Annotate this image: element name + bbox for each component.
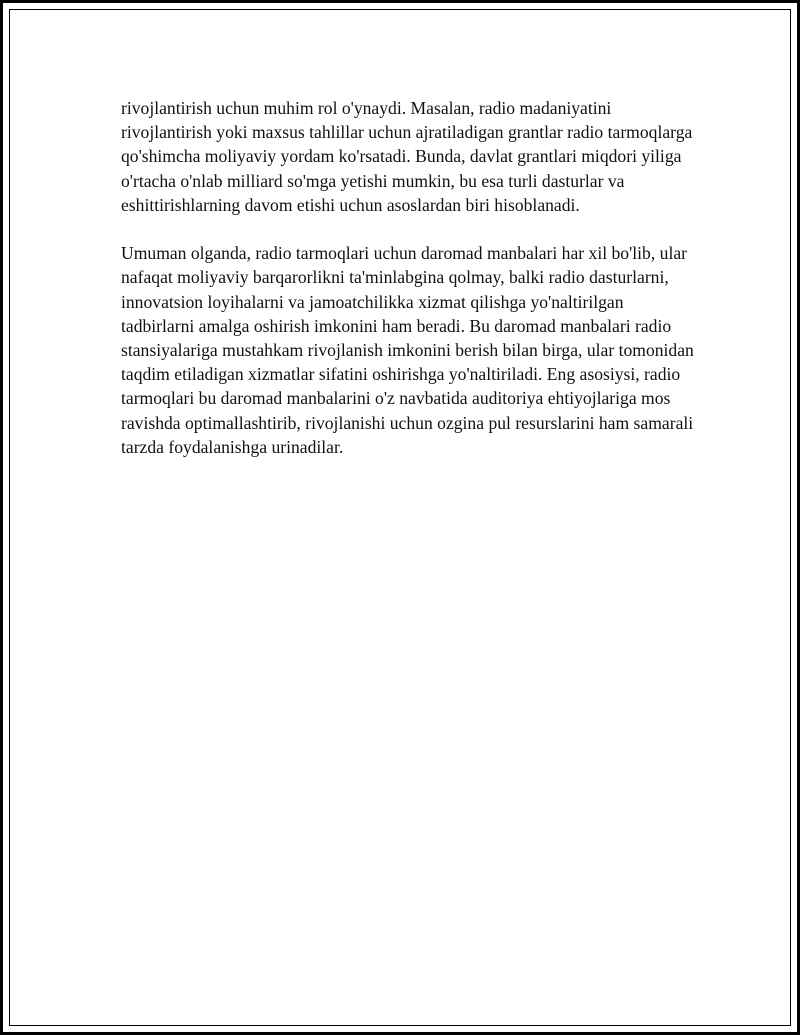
paragraph: Umuman olganda, radio tarmoqlari uchun daromad manbalari har xil bo'lib, ular nafaqat moliyaviy barqarorlikni ta'minlabgina qolmay, balki radio dasturlarni, innovatsion loyihalarni va jamoatchilikka xizmat qilishga yo'naltirilgan tadbirlarni amalga oshirish imkonini ham beradi. Bu daromad manbalari radio stansiyalariga mustahkam rivojlanish imkonini berish bilan birga, ular tomonidan taqdim etiladigan xizmatlar sifatini oshirishga yo'naltiriladi. Eng asosiysi, radio tarmoqlari bu daromad manbalarini o'z navbatida auditoriya ehtiyojlariga mos ravishda optimallashtirib, rivojlanishi uchun ozgina pul resurslarini ham samarali tarzda foydalanishga urinadilar. [121, 243, 694, 457]
paragraph: rivojlantirish uchun muhim rol o'ynaydi. Masalan, radio madaniyatini rivojlantirish yoki maxsus tahlillar uchun ajratiladigan grantlar radio tarmoqlarga qo'shimcha moliyaviy yordam ko'rsatadi. Bunda, davlat grantlari miqdori yiliga o'rtacha o'nlab milliard so'mga yetishi mumkin, bu esa turli dasturlar va eshittirishlarning davom etishi uchun asoslardan biri hisoblanadi. [121, 98, 693, 215]
document-body [121, 96, 701, 483]
